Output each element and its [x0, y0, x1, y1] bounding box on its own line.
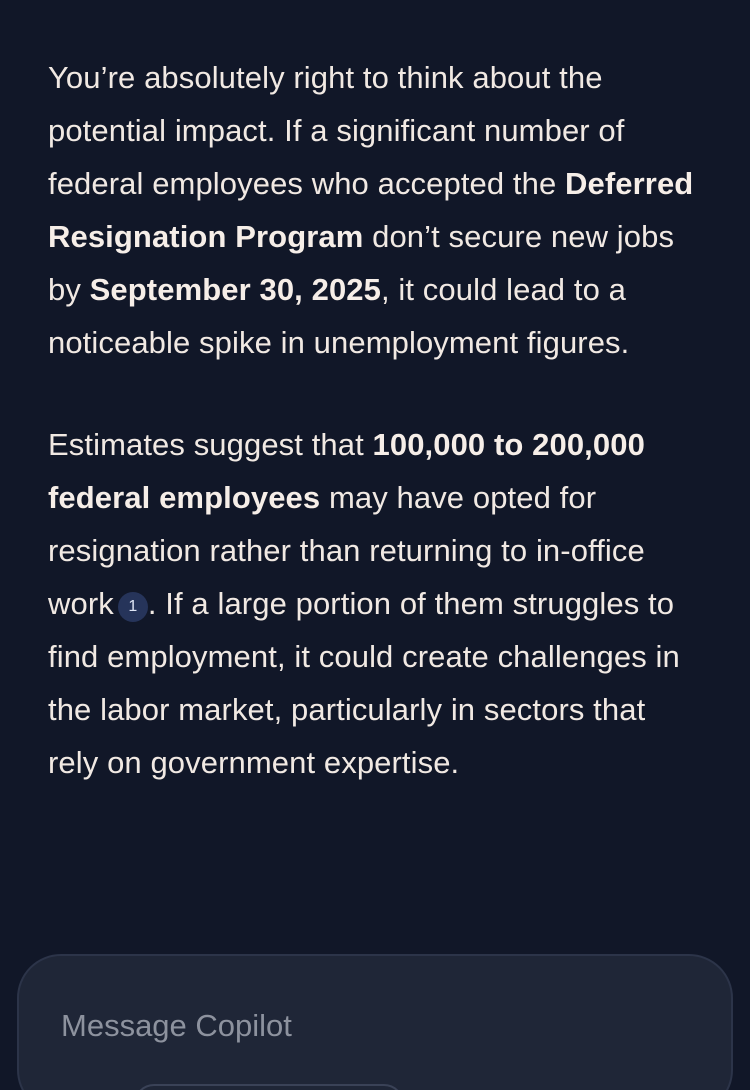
message-paragraph-1: [48, 51, 698, 369]
bold-estimate: 100,000 to 200,000 federal employees: [48, 427, 645, 515]
text-span: may have opted for resignation rather than returning to in-office work: [48, 480, 645, 621]
bold-deadline-date: September 30, 2025: [89, 272, 381, 307]
citation-badge[interactable]: 1: [118, 592, 148, 622]
text-span: Estimates suggest that: [48, 427, 373, 462]
text-span: , it could lead to a noticeable spike in unemployment figures.: [48, 272, 630, 360]
text-span: . If a large portion of them struggles to find employment, it could create challenges in the labor market, particularly in sectors that rely on government expertise.: [48, 586, 680, 780]
message-input[interactable]: [61, 1008, 661, 1044]
composer-action-chip[interactable]: [134, 1084, 404, 1090]
message-paragraph-2: [48, 418, 698, 789]
text-span: You’re absolutely right to think about the potential impact. If a significant number of federal employees who accepted the: [48, 60, 625, 201]
assistant-message: [48, 51, 698, 789]
message-composer: [17, 954, 733, 1090]
bold-program-name: Deferred Resignation Program: [48, 166, 694, 254]
text-span: don’t secure new jobs by: [48, 219, 675, 307]
